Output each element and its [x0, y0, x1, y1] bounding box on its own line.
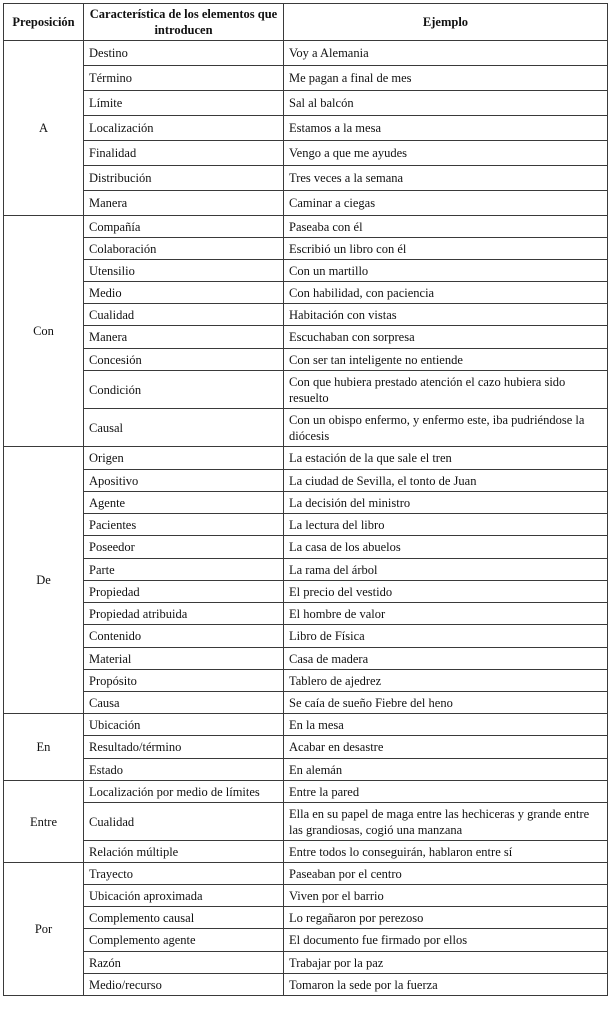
example-cell: La lectura del libro — [284, 514, 608, 536]
example-cell: El hombre de valor — [284, 603, 608, 625]
characteristic-cell: Medio — [84, 282, 284, 304]
table-row — [4, 191, 608, 216]
table-row — [4, 371, 608, 409]
table-row — [4, 492, 608, 514]
table-body — [4, 41, 608, 996]
table-row — [4, 759, 608, 781]
example-cell: Con que hubiera prestado atención el cazo hubiera sido resuelto — [284, 371, 608, 409]
table-row — [4, 41, 608, 66]
characteristic-cell: Manera — [84, 191, 284, 216]
characteristic-cell: Propiedad atribuida — [84, 603, 284, 625]
header-caracteristica: Característica de los elementos que introducen — [84, 4, 284, 41]
table-row — [4, 470, 608, 492]
example-cell: Paseaba con él — [284, 216, 608, 238]
table-row — [4, 907, 608, 929]
table-row — [4, 952, 608, 974]
example-cell: Tres veces a la semana — [284, 166, 608, 191]
example-cell: Lo regañaron por perezoso — [284, 907, 608, 929]
characteristic-cell: Ubicación aproximada — [84, 885, 284, 907]
table-row — [4, 141, 608, 166]
characteristic-cell: Ubicación — [84, 714, 284, 736]
example-cell: El precio del vestido — [284, 581, 608, 603]
table-row — [4, 885, 608, 907]
characteristic-cell: Propósito — [84, 670, 284, 692]
header-ejemplo: Ejemplo — [284, 4, 608, 41]
example-cell: Libro de Física — [284, 625, 608, 648]
table-row — [4, 841, 608, 863]
characteristic-cell: Localización por medio de límites — [84, 781, 284, 803]
characteristic-cell: Parte — [84, 559, 284, 581]
table-row — [4, 116, 608, 141]
table-row — [4, 536, 608, 559]
example-cell: Entre la pared — [284, 781, 608, 803]
example-cell: Acabar en desastre — [284, 736, 608, 759]
table-row — [4, 929, 608, 952]
example-cell: Vengo a que me ayudes — [284, 141, 608, 166]
preposition-cell: De — [4, 447, 84, 714]
preposition-cell: Con — [4, 216, 84, 447]
example-cell: Habitación con vistas — [284, 304, 608, 326]
table-row — [4, 603, 608, 625]
characteristic-cell: Pacientes — [84, 514, 284, 536]
example-cell: La casa de los abuelos — [284, 536, 608, 559]
table-row — [4, 863, 608, 885]
table-row — [4, 670, 608, 692]
characteristic-cell: Trayecto — [84, 863, 284, 885]
characteristic-cell: Destino — [84, 41, 284, 66]
example-cell: Sal al balcón — [284, 91, 608, 116]
table-row — [4, 238, 608, 260]
characteristic-cell: Complemento agente — [84, 929, 284, 952]
example-cell: Caminar a ciegas — [284, 191, 608, 216]
table-row — [4, 692, 608, 714]
example-cell: Tomaron la sede por la fuerza — [284, 974, 608, 996]
example-cell: La estación de la que sale el tren — [284, 447, 608, 470]
table-row — [4, 260, 608, 282]
characteristic-cell: Compañía — [84, 216, 284, 238]
table-row — [4, 282, 608, 304]
example-cell: Con ser tan inteligente no entiende — [284, 349, 608, 371]
table-row — [4, 803, 608, 841]
table-row — [4, 409, 608, 447]
example-cell: Escribió un libro con él — [284, 238, 608, 260]
preposition-cell: A — [4, 41, 84, 216]
example-cell: Escuchaban con sorpresa — [284, 326, 608, 349]
characteristic-cell: Concesión — [84, 349, 284, 371]
example-cell: En alemán — [284, 759, 608, 781]
preposition-cell: Entre — [4, 781, 84, 863]
example-cell: Trabajar por la paz — [284, 952, 608, 974]
example-cell: En la mesa — [284, 714, 608, 736]
characteristic-cell: Apositivo — [84, 470, 284, 492]
characteristic-cell: Límite — [84, 91, 284, 116]
example-cell: Paseaban por el centro — [284, 863, 608, 885]
table-row — [4, 304, 608, 326]
characteristic-cell: Razón — [84, 952, 284, 974]
header-preposicion: Preposición — [4, 4, 84, 41]
characteristic-cell: Cualidad — [84, 803, 284, 841]
example-cell: Ella en su papel de maga entre las hechiceras y grande entre las grandiosas, cogió una manzana — [284, 803, 608, 841]
table-row — [4, 91, 608, 116]
characteristic-cell: Relación múltiple — [84, 841, 284, 863]
example-cell: La rama del árbol — [284, 559, 608, 581]
example-cell: Con habilidad, con paciencia — [284, 282, 608, 304]
characteristic-cell: Poseedor — [84, 536, 284, 559]
example-cell: Voy a Alemania — [284, 41, 608, 66]
example-cell: Me pagan a final de mes — [284, 66, 608, 91]
characteristic-cell: Causal — [84, 409, 284, 447]
characteristic-cell: Condición — [84, 371, 284, 409]
example-cell: Se caía de sueño Fiebre del heno — [284, 692, 608, 714]
prepositions-table — [3, 3, 608, 996]
characteristic-cell: Medio/recurso — [84, 974, 284, 996]
preposition-cell: Por — [4, 863, 84, 996]
characteristic-cell: Contenido — [84, 625, 284, 648]
table-header-row — [4, 4, 608, 41]
table-row — [4, 166, 608, 191]
characteristic-cell: Distribución — [84, 166, 284, 191]
characteristic-cell: Origen — [84, 447, 284, 470]
table-row — [4, 559, 608, 581]
characteristic-cell: Utensilio — [84, 260, 284, 282]
table-row — [4, 326, 608, 349]
table-row — [4, 974, 608, 996]
table-row — [4, 216, 608, 238]
example-cell: Con un martillo — [284, 260, 608, 282]
example-cell: La ciudad de Sevilla, el tonto de Juan — [284, 470, 608, 492]
example-cell: Viven por el barrio — [284, 885, 608, 907]
example-cell: La decisión del ministro — [284, 492, 608, 514]
table-row — [4, 625, 608, 648]
characteristic-cell: Resultado/término — [84, 736, 284, 759]
table-row — [4, 714, 608, 736]
example-cell: Entre todos lo conseguirán, hablaron entre sí — [284, 841, 608, 863]
characteristic-cell: Colaboración — [84, 238, 284, 260]
table-row — [4, 736, 608, 759]
characteristic-cell: Término — [84, 66, 284, 91]
table-row — [4, 66, 608, 91]
example-cell: Casa de madera — [284, 648, 608, 670]
characteristic-cell: Finalidad — [84, 141, 284, 166]
preposition-cell: En — [4, 714, 84, 781]
example-cell: Tablero de ajedrez — [284, 670, 608, 692]
table-row — [4, 447, 608, 470]
characteristic-cell: Causa — [84, 692, 284, 714]
table-row — [4, 648, 608, 670]
characteristic-cell: Material — [84, 648, 284, 670]
characteristic-cell: Manera — [84, 326, 284, 349]
characteristic-cell: Agente — [84, 492, 284, 514]
table-row — [4, 514, 608, 536]
characteristic-cell: Cualidad — [84, 304, 284, 326]
characteristic-cell: Propiedad — [84, 581, 284, 603]
example-cell: Con un obispo enfermo, y enfermo este, iba pudriéndose la diócesis — [284, 409, 608, 447]
characteristic-cell: Estado — [84, 759, 284, 781]
characteristic-cell: Localización — [84, 116, 284, 141]
example-cell: El documento fue firmado por ellos — [284, 929, 608, 952]
table-row — [4, 349, 608, 371]
table-row — [4, 581, 608, 603]
example-cell: Estamos a la mesa — [284, 116, 608, 141]
characteristic-cell: Complemento causal — [84, 907, 284, 929]
table-row — [4, 781, 608, 803]
